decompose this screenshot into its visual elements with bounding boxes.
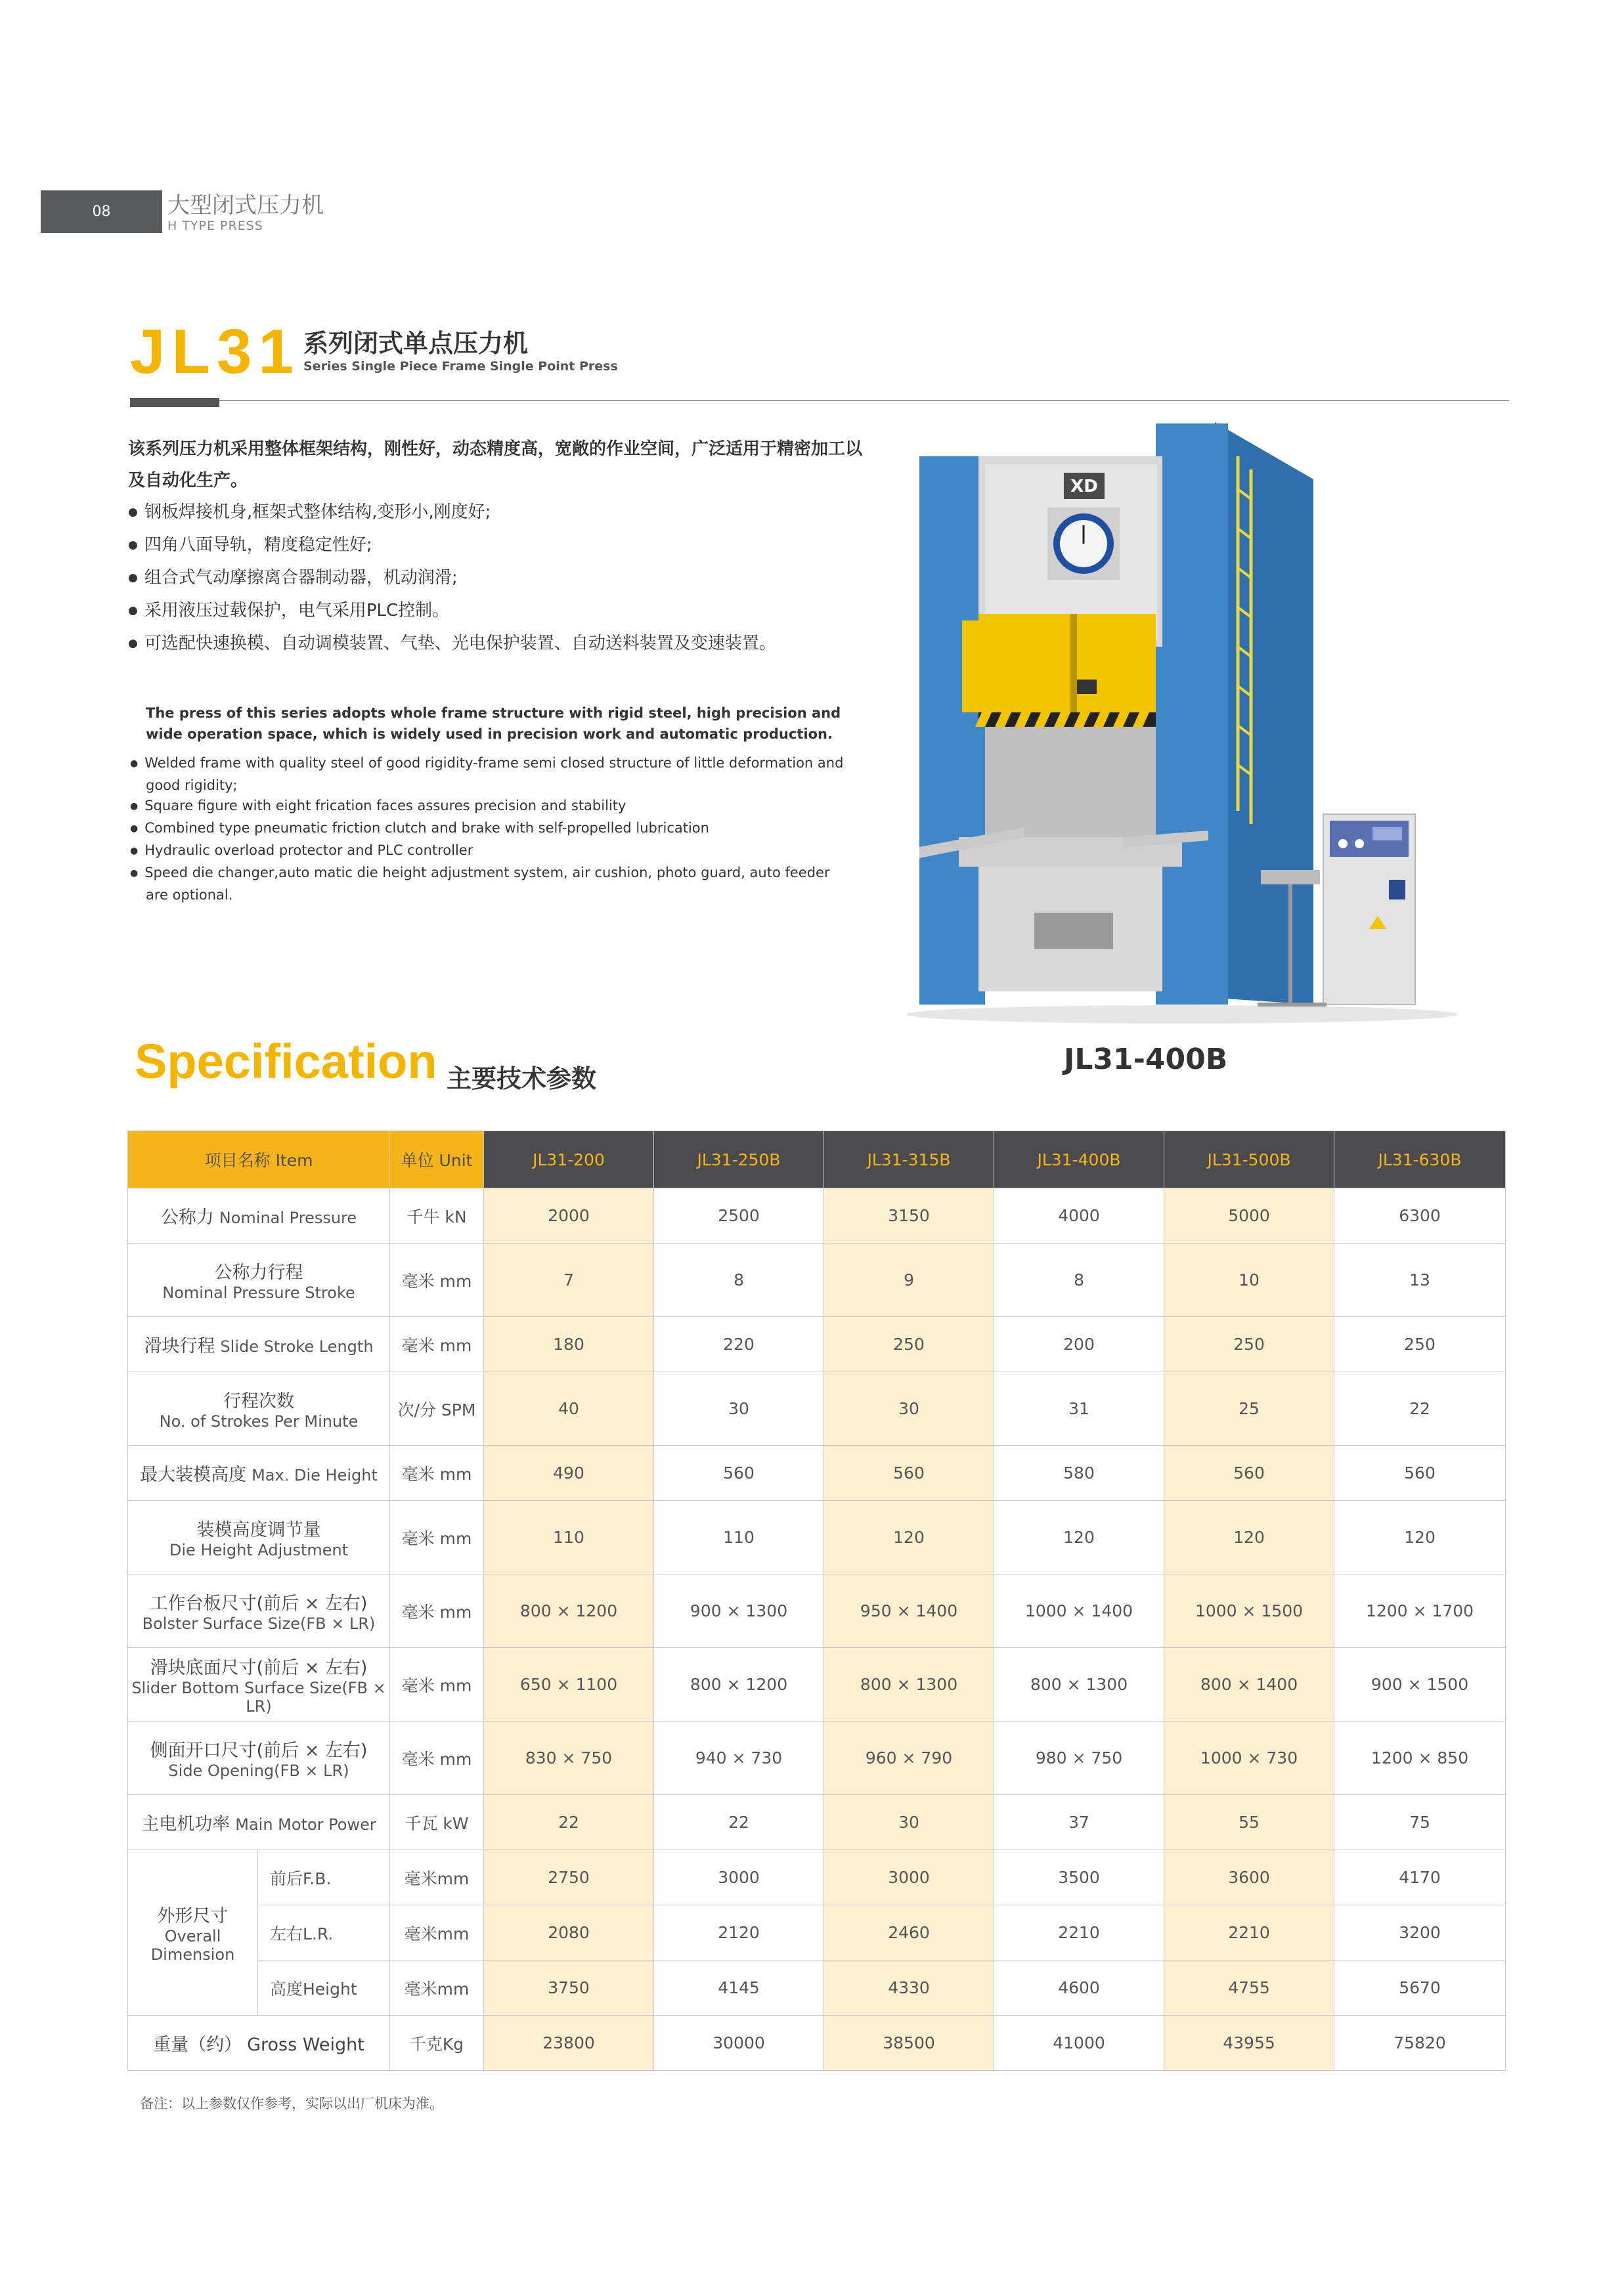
table-cell: 5670: [1334, 1960, 1506, 2016]
table-cell: 22: [654, 1795, 824, 1850]
table-cell: 9: [824, 1244, 994, 1317]
table-cell: 2750: [484, 1850, 654, 1905]
dimension-sub-label: 前后F.B.: [258, 1850, 390, 1905]
table-row: [128, 1501, 1506, 1574]
table-cell: 3600: [1164, 1850, 1334, 1905]
section-title-en: H TYPE PRESS: [167, 219, 263, 233]
table-cell: 75820: [1334, 2016, 1506, 2071]
table-cell: 23800: [484, 2016, 654, 2071]
table-cell: 560: [1164, 1446, 1334, 1501]
table-cell: 3200: [1334, 1905, 1506, 1960]
table-cell: 800 × 1400: [1164, 1648, 1334, 1722]
row-label: 行程次数 No. of Strokes Per Minute: [128, 1372, 390, 1446]
table-row: [128, 2016, 1506, 2071]
table-row: [128, 1574, 1506, 1648]
row-label: 滑块行程 Slide Stroke Length: [128, 1317, 390, 1372]
table-cell: 31: [994, 1372, 1164, 1446]
spec-title-zh: 主要技术参数: [447, 1064, 597, 1093]
table-cell: 22: [484, 1795, 654, 1850]
title-divider: [130, 400, 1509, 401]
table-cell: 4000: [994, 1188, 1164, 1244]
table-cell: 900 × 1300: [654, 1574, 824, 1648]
table-cell: 180: [484, 1317, 654, 1372]
features-en-list: [130, 753, 852, 905]
feature-zh-item: ● 组合式气动摩擦离合器制动器，机动润滑;: [128, 563, 883, 596]
table-row: [128, 1795, 1506, 1850]
row-label: 侧面开口尺寸(前后 × 左右) Side Opening(FB × LR): [128, 1722, 390, 1795]
table-cell: 1200 × 850: [1334, 1722, 1506, 1795]
page-number-tab: [41, 190, 162, 233]
table-cell: 3150: [824, 1188, 994, 1244]
frame-side: [1215, 422, 1313, 1005]
table-cell: 250: [1164, 1317, 1334, 1372]
logo-text: XD: [1070, 477, 1098, 496]
feature-en-item: ● Welded frame with quality steel of good rigidity-frame semi closed structure of little deformation and good rigidity;: [130, 753, 852, 796]
row-label: 公称力 Nominal Pressure: [128, 1188, 390, 1244]
table-cell: 950 × 1400: [824, 1574, 994, 1648]
bed-opening: [1034, 913, 1113, 949]
table-cell: 250: [824, 1317, 994, 1372]
table-cell: 37: [994, 1795, 1164, 1850]
table-row: [128, 1317, 1506, 1372]
row-unit: 毫米 mm: [390, 1722, 484, 1795]
table-cell: 120: [994, 1501, 1164, 1574]
row-unit: 毫米mm: [390, 1850, 484, 1905]
table-cell: 980 × 750: [994, 1722, 1164, 1795]
feature-zh-item: ● 可选配快速换模、自动调模装置、气垫、光电保护装置、自动送料装置及变速装置。: [128, 628, 883, 661]
feature-zh-item: ● 四角八面导轨，精度稳定性好;: [128, 530, 883, 563]
feature-en-item: ● Square figure with eight frication faces assures precision and stability: [130, 796, 852, 818]
section-title-zh: 大型闭式压力机: [167, 192, 324, 219]
table-cell: 490: [484, 1446, 654, 1501]
guard-window: [1077, 680, 1097, 694]
table-row: [128, 1960, 1506, 2016]
table-cell: 560: [1334, 1446, 1506, 1501]
table-cell: 900 × 1500: [1334, 1648, 1506, 1722]
row-label: 重量（约） Gross Weight: [128, 2016, 390, 2071]
table-cell: 800 × 1200: [484, 1574, 654, 1648]
row-unit: 千瓦 kW: [390, 1795, 484, 1850]
table-cell: 3000: [824, 1850, 994, 1905]
row-unit: 次/分 SPM: [390, 1372, 484, 1446]
table-cell: 40: [484, 1372, 654, 1446]
table-cell: 960 × 790: [824, 1722, 994, 1795]
intro-en: The press of this series adopts whole frame structure with rigid steel, high precision and wide operation space, which is widely used in precision work and automatic production.: [146, 705, 841, 742]
footnote: 备注：以上参数仅作参考，实际以出厂机床为准。: [140, 2096, 443, 2112]
table-cell: 43955: [1164, 2016, 1334, 2071]
table-cell: 250: [1334, 1317, 1506, 1372]
table-cell: 4170: [1334, 1850, 1506, 1905]
table-cell: 110: [484, 1501, 654, 1574]
row-unit: 毫米 mm: [390, 1648, 484, 1722]
table-cell: 3000: [654, 1850, 824, 1905]
table-cell: 30: [654, 1372, 824, 1446]
table-cell: 4330: [824, 1960, 994, 2016]
table-row: [128, 1244, 1506, 1317]
table-cell: 6300: [1334, 1188, 1506, 1244]
table-row: [128, 1446, 1506, 1501]
table-cell: 4755: [1164, 1960, 1334, 2016]
row-label: 公称力行程 Nominal Pressure Stroke: [128, 1244, 390, 1317]
table-cell: 10: [1164, 1244, 1334, 1317]
header-model: JL31-200: [484, 1131, 654, 1188]
dimension-sub-label: 高度Height: [258, 1960, 390, 2016]
table-cell: 1000 × 730: [1164, 1722, 1334, 1795]
table-cell: 650 × 1100: [484, 1648, 654, 1722]
row-label: 主电机功率 Main Motor Power: [128, 1795, 390, 1850]
table-cell: 41000: [994, 2016, 1164, 2071]
table-cell: 110: [654, 1501, 824, 1574]
table-cell: 2000: [484, 1188, 654, 1244]
table-cell: 3500: [994, 1850, 1164, 1905]
table-cell: 580: [994, 1446, 1164, 1501]
table-cell: 1000 × 1400: [994, 1574, 1164, 1648]
row-label: 装模高度调节量 Die Height Adjustment: [128, 1501, 390, 1574]
model-code-title: JL31: [130, 316, 300, 387]
row-label: 工作台板尺寸(前后 × 左右) Bolster Surface Size(FB × LR): [128, 1574, 390, 1648]
row-unit: 毫米mm: [390, 1905, 484, 1960]
table-cell: 30: [824, 1795, 994, 1850]
table-row: [128, 1850, 1506, 1905]
table-cell: 560: [824, 1446, 994, 1501]
dimension-sub-label: 左右L.R.: [258, 1905, 390, 1960]
series-title-en: Series Single Piece Frame Single Point Press: [303, 359, 618, 374]
table-cell: 830 × 750: [484, 1722, 654, 1795]
header-unit: 单位 Unit: [390, 1131, 484, 1188]
series-title-zh: 系列闭式单点压力机: [303, 329, 529, 358]
table-cell: 2120: [654, 1905, 824, 1960]
table-cell: 120: [1334, 1501, 1506, 1574]
row-unit: 千牛 kN: [390, 1188, 484, 1244]
panel-button-icon: [1338, 839, 1348, 848]
table-cell: 30000: [654, 2016, 824, 2071]
features-zh-list: [128, 497, 883, 661]
feature-zh-item: ● 钢板焊接机身,框架式整体结构,变形小,刚度好;: [128, 497, 883, 530]
title-accent-bar: [130, 398, 219, 407]
row-unit: 毫米 mm: [390, 1501, 484, 1574]
cabinet-switch: [1389, 880, 1405, 899]
table-row: [128, 1188, 1506, 1244]
table-cell: 120: [1164, 1501, 1334, 1574]
row-unit: 毫米 mm: [390, 1317, 484, 1372]
press-machine-illustration: [906, 417, 1484, 1031]
feature-en-item: ● Combined type pneumatic friction clutch and brake with self-propelled lubrication: [130, 818, 852, 840]
slide-guard: [978, 614, 1156, 712]
table-cell: 2080: [484, 1905, 654, 1960]
feature-zh-item: ● 采用液压过载保护，电气采用PLC控制。: [128, 596, 883, 628]
table-cell: 5000: [1164, 1188, 1334, 1244]
table-cell: 75: [1334, 1795, 1506, 1850]
table-cell: 2500: [654, 1188, 824, 1244]
feature-en-item: ● Hydraulic overload protector and PLC controller: [130, 840, 852, 863]
table-cell: 940 × 730: [654, 1722, 824, 1795]
dimension-label: 外形尺寸 Overall Dimension: [128, 1850, 258, 2016]
table-header-row: [128, 1131, 1506, 1188]
frame-right-column: [1156, 423, 1228, 1005]
table-row: [128, 1722, 1506, 1795]
row-label: 最大装模高度 Max. Die Height: [128, 1446, 390, 1501]
table-cell: 560: [654, 1446, 824, 1501]
page-number: 08: [92, 204, 111, 220]
header-model: JL31-500B: [1164, 1131, 1334, 1188]
header-model: JL31-630B: [1334, 1131, 1506, 1188]
table-cell: 4600: [994, 1960, 1164, 2016]
guard-split: [1070, 614, 1077, 712]
table-cell: 30: [824, 1372, 994, 1446]
header-model: JL31-400B: [994, 1131, 1164, 1188]
table-row: [128, 1372, 1506, 1446]
table-cell: 200: [994, 1317, 1164, 1372]
frame-left-column: [919, 456, 985, 1005]
table-cell: 4145: [654, 1960, 824, 2016]
header-model: JL31-315B: [824, 1131, 994, 1188]
row-unit: 千克Kg: [390, 2016, 484, 2071]
table-cell: 800 × 1300: [824, 1648, 994, 1722]
table-cell: 3750: [484, 1960, 654, 2016]
shadow: [906, 1005, 1458, 1024]
table-cell: 2210: [1164, 1905, 1334, 1960]
table-row: [128, 1905, 1506, 1960]
table-row: [128, 1648, 1506, 1722]
row-unit: 毫米 mm: [390, 1244, 484, 1317]
panel-display: [1372, 827, 1402, 840]
table-cell: 1200 × 1700: [1334, 1574, 1506, 1648]
table-cell: 22: [1334, 1372, 1506, 1446]
spec-title: Specification: [135, 1034, 437, 1089]
table-cell: 55: [1164, 1795, 1334, 1850]
panel-button-icon: [1355, 839, 1364, 848]
header-model: JL31-250B: [654, 1131, 824, 1188]
table-cell: 38500: [824, 2016, 994, 2071]
row-unit: 毫米 mm: [390, 1446, 484, 1501]
feature-en-item: ● Speed die changer,auto matic die height adjustment system, air cushion, photo guard, auto feeder are optional.: [130, 863, 852, 905]
table-cell: 1000 × 1500: [1164, 1574, 1334, 1648]
table-cell: 800 × 1200: [654, 1648, 824, 1722]
work-area: [985, 727, 1156, 838]
row-unit: 毫米 mm: [390, 1574, 484, 1648]
table-cell: 8: [994, 1244, 1164, 1317]
operator-console: [1261, 870, 1320, 884]
table-cell: 13: [1334, 1244, 1506, 1317]
intro-zh: 该系列压力机采用整体框架结构，刚性好，动态精度高，宽敞的作业空间，广泛适用于精密加工以及自动化生产。: [128, 439, 863, 490]
machine-caption: JL31-400B: [1064, 1043, 1228, 1076]
header-item: 项目名称 Item: [128, 1131, 390, 1188]
table-cell: 2460: [824, 1905, 994, 1960]
row-unit: 毫米mm: [390, 1960, 484, 2016]
table-cell: 2210: [994, 1905, 1164, 1960]
table-cell: 220: [654, 1317, 824, 1372]
spec-table: [127, 1131, 1506, 2071]
hazard-stripe-marks: [975, 712, 1149, 727]
table-cell: 7: [484, 1244, 654, 1317]
table-cell: 8: [654, 1244, 824, 1317]
table-cell: 25: [1164, 1372, 1334, 1446]
row-label: 滑块底面尺寸(前后 × 左右) Slider Bottom Surface Size(FB × LR): [128, 1648, 390, 1722]
table-cell: 800 × 1300: [994, 1648, 1164, 1722]
side-guard: [962, 620, 988, 712]
table-cell: 120: [824, 1501, 994, 1574]
